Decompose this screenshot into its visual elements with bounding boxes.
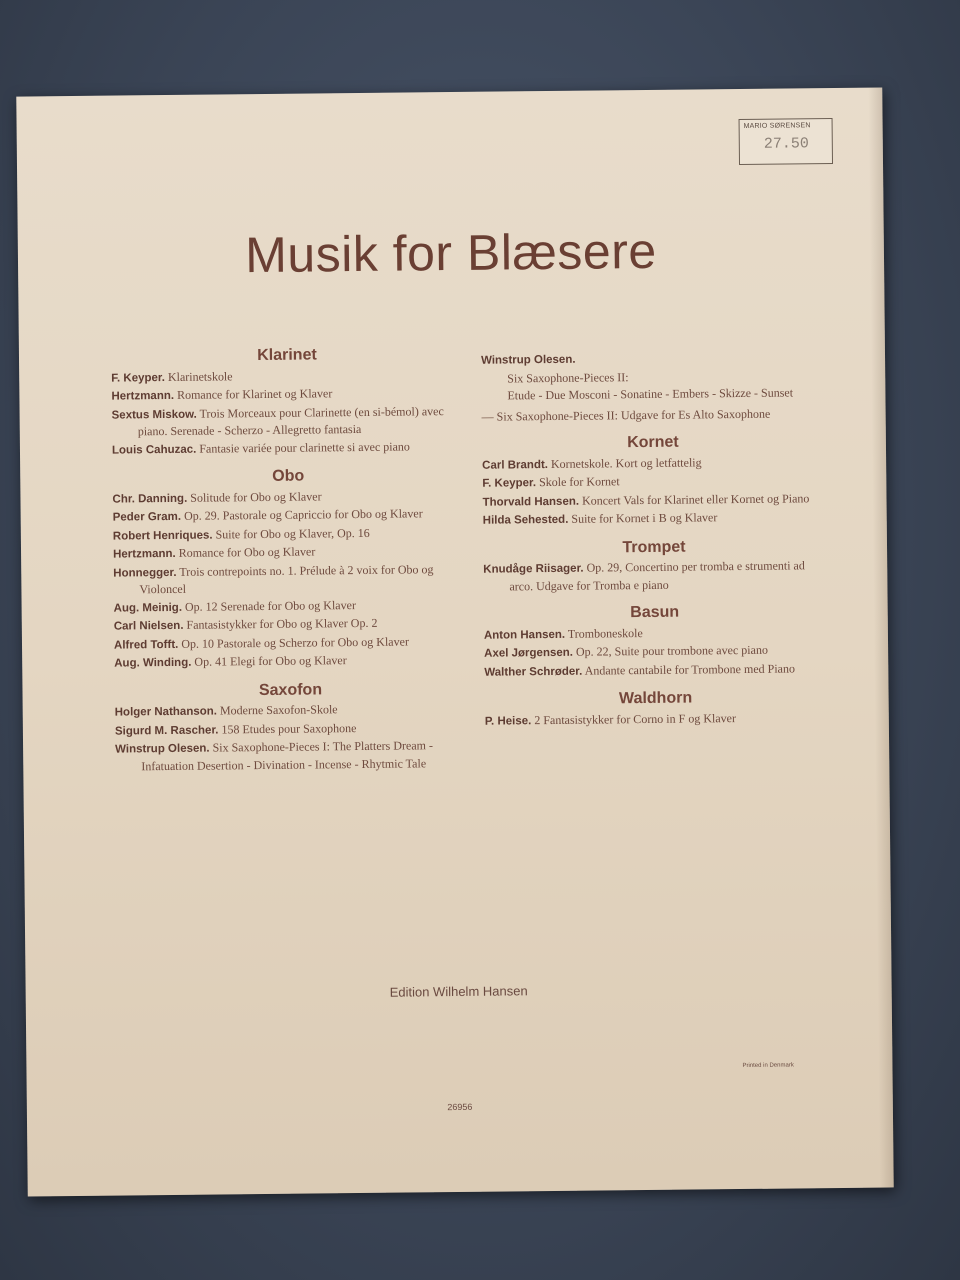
catalog-entry	[113, 505, 465, 526]
catalog-entry	[111, 365, 463, 386]
section-trompet	[483, 538, 826, 595]
sticker-price: 27.50	[763, 135, 809, 153]
work-title: Trois Morceaux pour Clarinette (en si-bémol) avec piano. Serenade - Scherzo - Allegretto fantasia	[137, 403, 444, 439]
work-title: Suite for Kornet i B og Klaver	[571, 510, 718, 526]
section-heading: Waldhorn	[618, 689, 693, 708]
catalog-entry	[115, 700, 467, 721]
catalog-entry	[112, 486, 464, 507]
section-heading: Kornet	[627, 433, 679, 452]
composer-name: Hilda Sehested.	[482, 513, 569, 527]
composer-name: Robert Henriques.	[112, 529, 213, 543]
composer-name: Carl Nielsen.	[113, 619, 184, 633]
work-title: Op. 29, Concertino per tromba e strumenti ad arco. Udgave for Tromba e piano	[509, 558, 805, 593]
composer-name: Hertzmann.	[113, 547, 176, 561]
work-title: Op. 10 Pastorale og Scherzo for Obo og Klaver	[181, 633, 409, 651]
work-title: Fantasistykker for Obo og Klaver Op. 2	[186, 615, 378, 632]
work-title: Six Saxophone-Pieces I: The Platters Dream - Infatuation Desertion - Divination - Incense - Rhytmic Tale	[141, 738, 434, 773]
work-title: Romance for Klarinet og Klaver	[176, 386, 333, 402]
catalog-entry	[481, 348, 823, 369]
composer-name: F. Keyper.	[111, 371, 165, 385]
work-title: Op. 22, Suite pour trombone avec piano	[575, 642, 768, 659]
section-basun	[484, 603, 827, 681]
work-title: Fantasie variée pour clarinette si avec piano	[199, 438, 410, 456]
composer-name: Winstrup Olesen.	[480, 353, 576, 367]
composer-name: Sextus Miskow.	[111, 408, 197, 422]
catalog-entry	[483, 557, 825, 595]
work-title: 2 Fantasistykker for Corno in F og Klaver	[534, 710, 736, 727]
composer-name: Alfred Tofft.	[113, 638, 179, 652]
catalog-entry	[115, 718, 467, 739]
page-title: Musik for Blæsere	[244, 222, 657, 284]
publisher-imprint: Edition Wilhelm Hansen	[389, 983, 528, 1000]
sticker-label: MARIO SØRENSEN	[743, 122, 811, 130]
section-kornet	[482, 433, 825, 529]
work-title: Klarinetskole	[167, 368, 233, 384]
left-catalog-column	[111, 346, 467, 776]
section-obo	[112, 467, 466, 672]
work-title: 158 Etudes pour Saxophone	[221, 720, 357, 736]
right-catalog-column	[481, 348, 827, 731]
work-title: Solitude for Obo og Klaver	[190, 488, 322, 505]
work-title: Skole for Kornet	[538, 474, 620, 490]
catalog-entry	[114, 614, 466, 635]
catalog-entry	[114, 595, 466, 616]
catalog-entry	[114, 632, 466, 653]
catalog-entry	[485, 709, 827, 730]
catalog-entry	[484, 623, 826, 644]
plate-number: 26956	[447, 1101, 473, 1113]
composer-name: Sigurd M. Rascher.	[114, 723, 219, 738]
catalog-entry	[484, 641, 826, 662]
composer-name: Louis Cahuzac.	[111, 443, 197, 457]
printed-in-note: Printed in Denmark	[742, 1062, 794, 1070]
composer-name: Hertzmann.	[111, 389, 175, 403]
work-title: Etude - Due Mosconi - Sonatine - Embers - Skizze - Sunset	[507, 385, 794, 403]
catalog-entry	[114, 651, 466, 672]
work-title: Tromboneskole	[567, 625, 643, 641]
section-heading: Obo	[272, 467, 305, 485]
catalog-entry	[482, 453, 824, 474]
catalog-entry	[483, 508, 825, 529]
catalog-entry	[111, 384, 463, 405]
work-title: — Six Saxophone-Pieces II: Udgave for Es Alto Saxophone	[481, 406, 771, 424]
catalog-entry	[115, 737, 467, 775]
work-title: Suite for Obo og Klaver, Op. 16	[215, 525, 370, 542]
work-title: Moderne Saxofon-Skole	[219, 702, 338, 718]
catalog-entry	[112, 402, 464, 440]
work-title: Op. 29. Pastorale og Capriccio for Obo og Klaver	[183, 506, 423, 523]
section-heading: Trompet	[622, 538, 686, 556]
work-title: Romance for Obo og Klaver	[178, 544, 316, 560]
catalog-entry	[113, 542, 465, 563]
catalog-entry	[482, 490, 824, 511]
section-klarinet	[111, 346, 464, 459]
composer-name: Honnegger.	[113, 566, 177, 580]
composer-name: Anton Hansen.	[483, 628, 566, 642]
work-title: Koncert Vals for Klarinet eller Kornet og Piano	[581, 490, 810, 508]
composer-name: Knudåge Riisager.	[483, 562, 584, 576]
composer-name: Chr. Danning.	[112, 492, 188, 506]
composer-name: P. Heise.	[484, 714, 532, 728]
composer-name: Winstrup Olesen.	[115, 742, 210, 756]
composer-name: Axel Jørgensen.	[484, 646, 574, 660]
price-sticker	[739, 118, 833, 165]
section-waldhorn	[485, 689, 827, 730]
section-heading: Klarinet	[257, 346, 317, 365]
saxofon-continued	[481, 348, 824, 425]
work-title: Op. 12 Serenade for Obo og Klaver	[184, 597, 356, 614]
composer-name: Carl Brandt.	[482, 458, 549, 472]
catalog-entry	[482, 471, 824, 492]
work-title: Op. 41 Elegi for Obo og Klaver	[194, 653, 347, 669]
work-title: Trois contrepoints no. 1. Prélude à 2 voix for Obo og Violoncel	[139, 561, 434, 597]
composer-name: Aug. Meinig.	[113, 601, 183, 615]
catalog-entry	[113, 523, 465, 544]
section-saxofon	[114, 680, 467, 774]
section-heading: Saxofon	[258, 680, 323, 699]
sheet-music-back-cover	[16, 87, 893, 1196]
section-heading: Basun	[630, 603, 680, 622]
composer-name: F. Keyper.	[482, 477, 537, 490]
work-title: Kornetskole. Kort og letfattelig	[550, 454, 702, 471]
catalog-entry	[112, 437, 464, 458]
catalog-entry	[113, 560, 465, 598]
composer-name: Peder Gram.	[112, 510, 182, 524]
composer-name: Walther Schrøder.	[484, 665, 583, 679]
work-title: Andante cantabile for Trombone med Piano	[584, 660, 796, 678]
composer-name: Aug. Winding.	[114, 656, 192, 670]
work-title: Six Saxophone-Pieces II:	[507, 369, 629, 385]
composer-name: Holger Nathanson.	[114, 705, 218, 719]
composer-name: Thorvald Hansen.	[482, 495, 580, 509]
catalog-entry	[484, 660, 826, 681]
